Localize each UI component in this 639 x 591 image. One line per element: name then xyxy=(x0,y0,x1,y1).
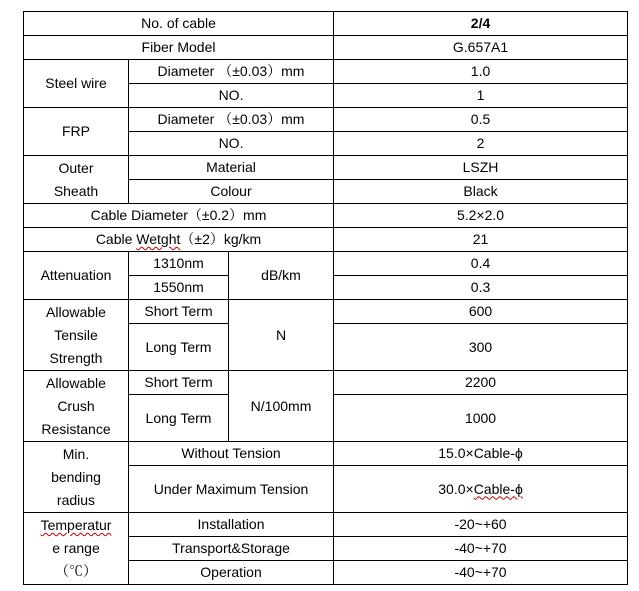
crush-unit: N/100mm xyxy=(229,371,334,442)
material-value: LSZH xyxy=(334,156,628,180)
bending-without-value: 15.0×Cable-ϕ xyxy=(334,442,628,466)
tensile-unit: N xyxy=(229,300,334,371)
outer-sheath-label-line1: Outer xyxy=(58,159,94,176)
cable-diameter-value: 5.2×2.0 xyxy=(334,204,628,228)
attenuation-label: Attenuation xyxy=(24,252,129,300)
crush-short-label: Short Term xyxy=(129,371,229,395)
tensile-short-label: Short Term xyxy=(129,300,229,324)
row-steel-diameter xyxy=(24,60,628,84)
bending-without-label: Without Tension xyxy=(129,442,334,466)
temperature-label-line2: e range xyxy=(52,540,100,556)
material-label: Material xyxy=(129,156,334,180)
row-crush-short xyxy=(24,371,628,395)
outer-sheath-label-line2: Sheath xyxy=(53,182,99,199)
steel-no-label: NO. xyxy=(129,84,334,108)
install-value: -20~+60 xyxy=(334,513,628,537)
transport-label: Transport&Storage xyxy=(129,537,334,561)
attenuation-value-1310: 0.4 xyxy=(334,252,628,276)
operation-value: -40~+70 xyxy=(334,561,628,585)
crush-short-value: 2200 xyxy=(334,371,628,395)
bending-under-value-word: Cable-ϕ xyxy=(473,480,523,497)
frp-diameter-value: 0.5 xyxy=(334,108,628,132)
crush-label-line1: Allowable xyxy=(46,374,106,391)
crush-long-value: 1000 xyxy=(334,395,628,442)
row-fiber-model xyxy=(24,36,628,60)
outer-sheath-label xyxy=(24,156,129,204)
cable-diameter-label: Cable Diameter（±0.2）mm xyxy=(24,204,334,228)
steel-diameter-value: 1.0 xyxy=(334,60,628,84)
tensile-long-label: Long Term xyxy=(129,324,229,371)
frp-no-value: 2 xyxy=(334,132,628,156)
row-temp-install xyxy=(24,513,628,537)
bending-label-line2: bending xyxy=(51,468,101,485)
tensile-label xyxy=(24,300,129,371)
row-tensile-short xyxy=(24,300,628,324)
row-cable-diameter xyxy=(24,204,628,228)
colour-value: Black xyxy=(334,180,628,204)
cable-weight-value: 21 xyxy=(334,228,628,252)
bending-label xyxy=(24,442,129,513)
bending-label-line3: radius xyxy=(56,491,96,508)
steel-wire-label: Steel wire xyxy=(24,60,129,108)
crush-long-label: Long Term xyxy=(129,395,229,442)
temperature-label xyxy=(24,513,129,585)
no-of-cable-label: No. of cable xyxy=(24,12,334,36)
colour-label: Colour xyxy=(129,180,334,204)
cable-weight-label-pre: Cable xyxy=(95,231,137,247)
row-sheath-material xyxy=(24,156,628,180)
fiber-model-label: Fiber Model xyxy=(24,36,334,60)
attenuation-wl-1550: 1550nm xyxy=(129,276,229,300)
transport-value: -40~+70 xyxy=(334,537,628,561)
crush-label-line3: Resistance xyxy=(41,420,111,437)
tensile-label-line3: Strength xyxy=(49,349,103,366)
tensile-long-value: 300 xyxy=(334,324,628,371)
crush-label xyxy=(24,371,129,442)
row-attenuation-1310 xyxy=(24,252,628,276)
cable-weight-label-word: Wetght xyxy=(136,231,181,247)
row-frp-diameter xyxy=(24,108,628,132)
tensile-label-line1: Allowable xyxy=(46,303,106,320)
cable-weight-label-post: （±2）kg/km xyxy=(180,231,262,247)
steel-diameter-label: Diameter （±0.03）mm xyxy=(129,60,334,84)
attenuation-value-1550: 0.3 xyxy=(334,276,628,300)
row-cable-weight xyxy=(24,228,628,252)
fiber-model-value: G.657A1 xyxy=(334,36,628,60)
attenuation-wl-1310: 1310nm xyxy=(129,252,229,276)
no-of-cable-value: 2/4 xyxy=(334,12,628,36)
bending-label-line1: Min. xyxy=(62,445,90,462)
tensile-label-line2: Tensile xyxy=(54,326,98,343)
crush-label-line2: Crush xyxy=(57,397,95,414)
frp-label: FRP xyxy=(24,108,129,156)
bending-under-value xyxy=(334,466,628,513)
row-no-of-cable xyxy=(24,12,628,36)
spec-table xyxy=(23,11,628,585)
bending-under-value-pre: 30.0× xyxy=(438,480,474,497)
cable-weight-label xyxy=(24,228,334,252)
tensile-short-value: 600 xyxy=(334,300,628,324)
operation-label: Operation xyxy=(129,561,334,585)
attenuation-unit: dB/km xyxy=(229,252,334,300)
install-label: Installation xyxy=(129,513,334,537)
frp-diameter-label: Diameter （±0.03）mm xyxy=(129,108,334,132)
row-bending-without xyxy=(24,442,628,466)
steel-no-value: 1 xyxy=(334,84,628,108)
frp-no-label: NO. xyxy=(129,132,334,156)
bending-under-label: Under Maximum Tension xyxy=(129,466,334,513)
temperature-label-line3: （℃） xyxy=(55,563,97,579)
temperature-label-line1: Temperatur xyxy=(40,517,112,533)
